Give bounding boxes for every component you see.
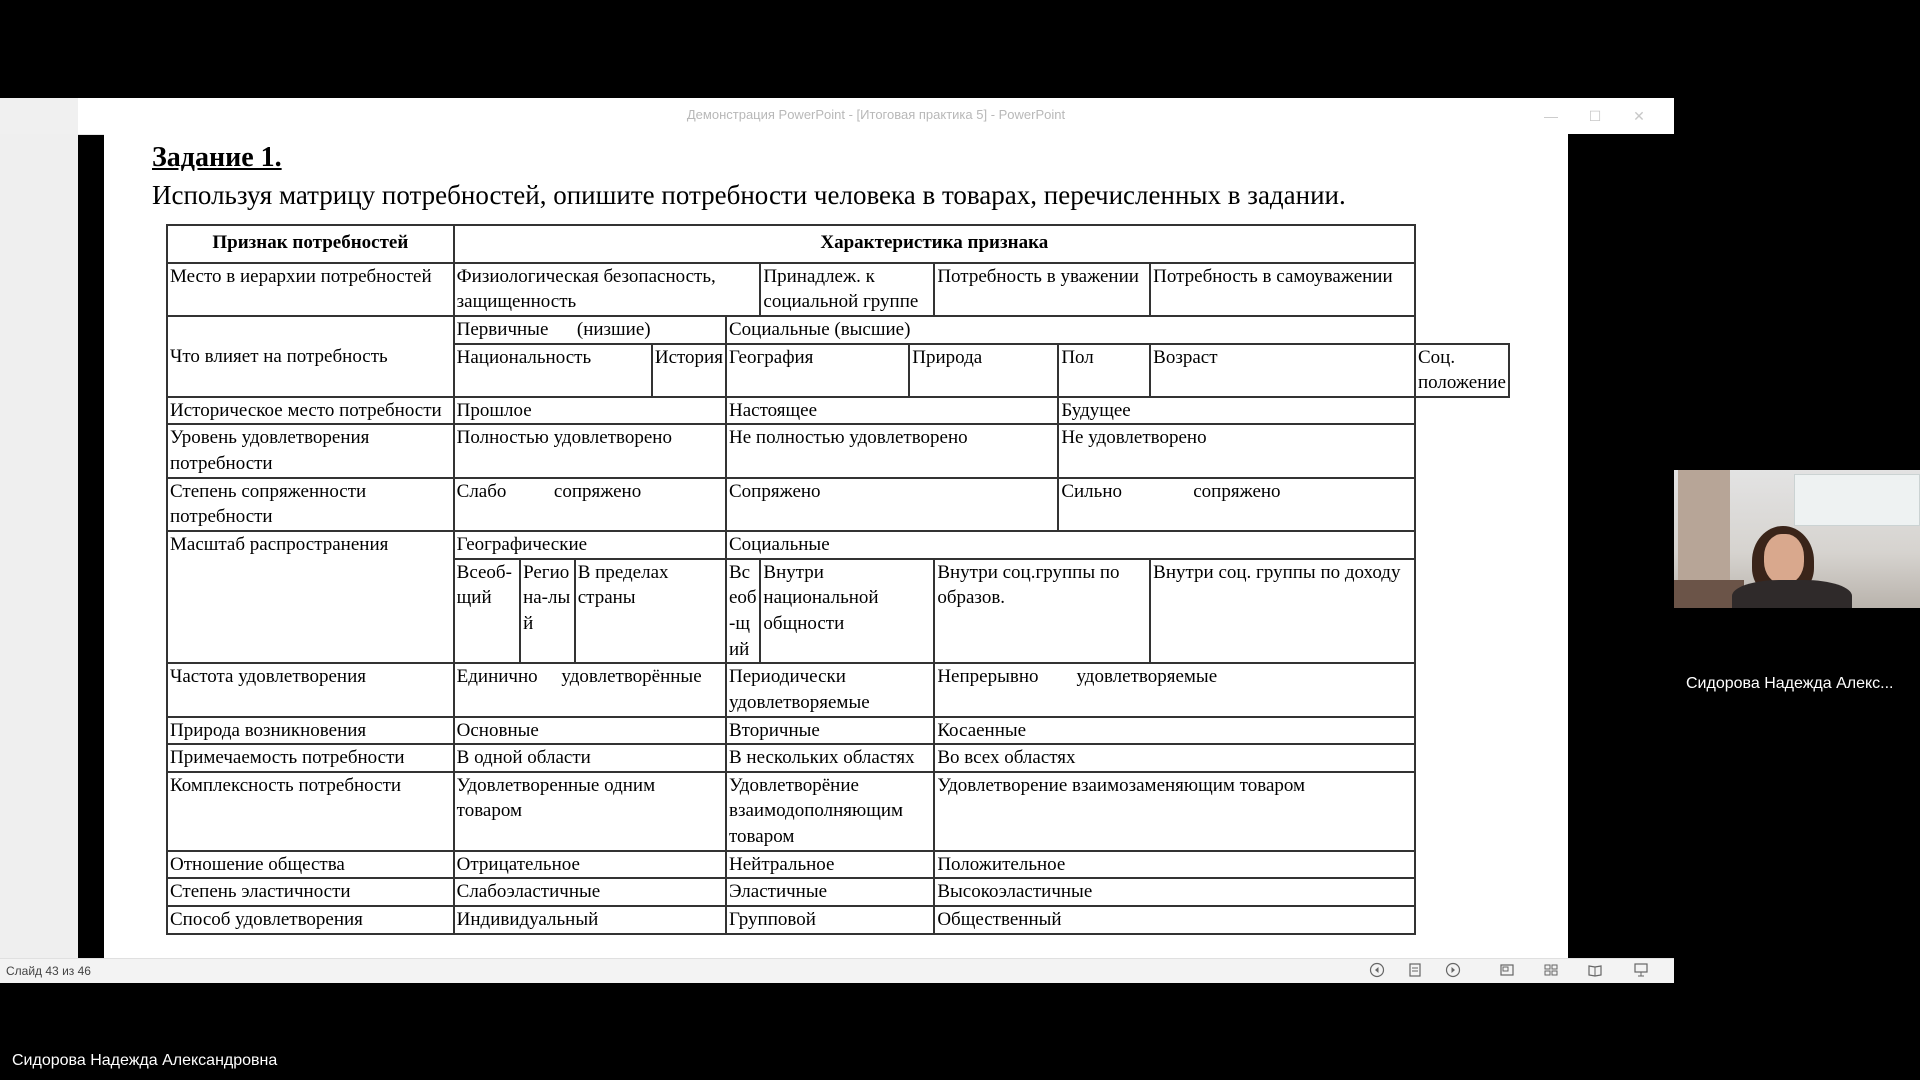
left-panel [0, 98, 78, 958]
table-cell: Сопряжено [726, 478, 1058, 531]
slide-subtitle: Используя матрицу потребностей, опишите потребности человека в товарах, перечисленных в задании. [152, 180, 1346, 210]
table-cell: Основные [454, 717, 726, 745]
table-cell: Вторичные [726, 717, 934, 745]
table-cell: Эластичные [726, 878, 934, 906]
table-row [167, 717, 1509, 745]
table-cell: Индивидуальный [454, 906, 726, 934]
table-cell: Во всех областях [934, 744, 1415, 772]
table-cell: Внутри соц. группы по доходу [1150, 559, 1415, 664]
table-cell: География [726, 344, 909, 397]
previous-slide-icon[interactable] [1368, 962, 1386, 980]
row-label: Отношение общества [167, 851, 454, 879]
table-cell: Всеоб-щий [454, 559, 520, 664]
row-label: Что влияет на потребность [167, 316, 454, 397]
table-cell: Полностью удовлетворено [454, 424, 726, 477]
webcam-participant-name: Сидорова Надежда Алекс... [1686, 675, 1894, 692]
next-slide-icon[interactable] [1444, 962, 1462, 980]
table-row [167, 263, 1509, 316]
table-cell: Социальные [726, 531, 1415, 559]
table-cell: Национальность [454, 344, 652, 397]
table-row [167, 906, 1509, 934]
table-cell: Пол [1058, 344, 1150, 397]
row-label: Историческое место потребности [167, 397, 454, 425]
row-label: Уровень удовлетворения потребности [167, 424, 454, 477]
table-cell: Региона-лый [520, 559, 575, 664]
row-label: Частота удовлетворения [167, 663, 454, 716]
left-panel-bg [0, 134, 78, 958]
title-bar [78, 98, 1674, 135]
table-cell: Непрерывно удовлетворяемые [934, 663, 1415, 716]
slide-right-margin [1568, 134, 1674, 958]
table-cell: Удовлетворение взаимозаменяющим товаром [934, 772, 1415, 851]
table-cell: Соц. положение [1415, 344, 1509, 397]
webcam-board [1794, 474, 1920, 526]
table-cell: Косаенные [934, 717, 1415, 745]
table-cell: Не полностью удовлетворено [726, 424, 1058, 477]
webcam-person-face [1764, 534, 1804, 584]
table-cell: Высокоэластичные [934, 878, 1415, 906]
row-label: Степень сопряженности потребности [167, 478, 454, 531]
table-cell: Потребность в уважении [934, 263, 1150, 316]
table-row [167, 878, 1509, 906]
slideshow-icon[interactable] [1632, 962, 1650, 980]
table-cell: Будущее [1058, 397, 1415, 425]
table-cell: Внутри национальной общности [760, 559, 934, 664]
slide-heading: Задание 1. [152, 142, 282, 173]
table-row [167, 424, 1509, 477]
table-cell: Природа [909, 344, 1058, 397]
row-label: Масштаб распространения [167, 531, 454, 663]
table-cell: Настоящее [726, 397, 1058, 425]
table-header-row [167, 225, 1509, 263]
presenter-name: Сидорова Надежда Александровна [12, 1052, 278, 1069]
table-cell: Принадлеж. к социальной группе [760, 263, 934, 316]
minimize-button[interactable]: — [1544, 108, 1558, 124]
table-cell: Физиологическая безопасность, защищенность [454, 263, 761, 316]
table-row [167, 531, 1509, 559]
normal-view-icon[interactable] [1498, 962, 1516, 980]
slide [104, 134, 1568, 958]
table-cell: Общественный [934, 906, 1415, 934]
webcam-person-body [1732, 580, 1852, 608]
table-cell: Отрицательное [454, 851, 726, 879]
row-label: Способ удовлетворения [167, 906, 454, 934]
header-cell: Признак потребностей [167, 225, 454, 263]
table-cell: Удовлетворенные одним товаром [454, 772, 726, 851]
status-bar [0, 958, 1674, 983]
table-cell: Географические [454, 531, 726, 559]
table-cell: Первичные (низшие) [454, 316, 726, 344]
slide-menu-icon[interactable] [1406, 962, 1424, 980]
table-cell: Внутри соц.группы по образов. [934, 559, 1150, 664]
table-row [167, 478, 1509, 531]
table-row [167, 397, 1509, 425]
table-cell: Единично удовлетворённые [454, 663, 726, 716]
table-cell: Прошлое [454, 397, 726, 425]
table-row [167, 851, 1509, 879]
close-button[interactable]: ✕ [1633, 108, 1645, 124]
table-cell: Возраст [1150, 344, 1415, 397]
table-cell: Не удовлетворено [1058, 424, 1415, 477]
slide-left-margin [78, 134, 104, 958]
table-row [167, 744, 1509, 772]
header-cell: Характеристика признака [454, 225, 1415, 263]
table-cell: Слабоэластичные [454, 878, 726, 906]
table-cell: Слабо сопряжено [454, 478, 726, 531]
table-cell: В нескольких областях [726, 744, 934, 772]
table-cell: Групповой [726, 906, 934, 934]
table-cell: Всеоб-щий [726, 559, 760, 664]
powerpoint-window [0, 98, 1674, 982]
table-cell: В одной области [454, 744, 726, 772]
row-label: Природа возникновения [167, 717, 454, 745]
window-title: Демонстрация PowerPoint - [Итоговая практика 5] - PowerPoint [686, 107, 1066, 122]
table-cell: Нейтральное [726, 851, 934, 879]
row-label: Степень эластичности [167, 878, 454, 906]
maximize-button[interactable]: ☐ [1588, 108, 1602, 124]
table-cell: Положительное [934, 851, 1415, 879]
slide-counter: Слайд 43 из 46 [6, 964, 91, 978]
reading-view-icon[interactable] [1586, 962, 1604, 980]
table-cell: Удовлетворёние взаимодополняющим товаром [726, 772, 934, 851]
table-cell: В пределах страны [575, 559, 726, 664]
webcam-video[interactable] [1674, 470, 1920, 608]
row-label: Место в иерархии потребностей [167, 263, 454, 316]
table-cell: Социальные (высшие) [726, 316, 1415, 344]
table-row [167, 663, 1509, 716]
table-cell: Потребность в самоуважении [1150, 263, 1415, 316]
row-label: Примечаемость потребности [167, 744, 454, 772]
table-cell: Сильно сопряжено [1058, 478, 1415, 531]
row-label: Комплексность потребности [167, 772, 454, 851]
table-cell: История [652, 344, 726, 397]
table-row [167, 316, 1509, 344]
needs-matrix-table [166, 224, 1510, 935]
slide-sorter-icon[interactable] [1542, 962, 1560, 980]
table-row [167, 772, 1509, 851]
table-cell: Периодически удовлетворяемые [726, 663, 934, 716]
